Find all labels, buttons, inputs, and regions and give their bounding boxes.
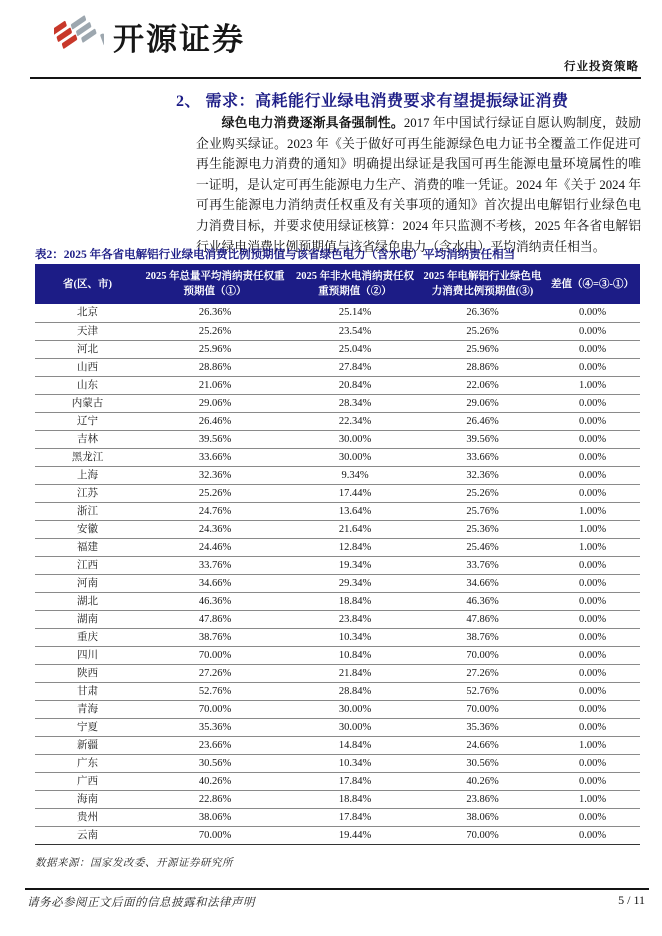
table-row bbox=[35, 304, 640, 322]
table-row bbox=[35, 682, 640, 700]
difference-cell: 1.00% bbox=[545, 520, 640, 538]
difference-cell: 0.00% bbox=[545, 700, 640, 718]
total-weight-cell: 26.46% bbox=[140, 412, 290, 430]
aluminum-ratio-cell: 33.66% bbox=[420, 448, 545, 466]
nonhydro-weight-cell: 21.84% bbox=[290, 664, 420, 682]
table-row bbox=[35, 808, 640, 826]
aluminum-ratio-cell: 47.86% bbox=[420, 610, 545, 628]
table-row bbox=[35, 628, 640, 646]
province-cell: 黑龙江 bbox=[35, 448, 140, 466]
total-weight-cell: 38.76% bbox=[140, 628, 290, 646]
report-category-label: 行业投资策略 bbox=[564, 61, 639, 73]
nonhydro-weight-cell: 19.44% bbox=[290, 826, 420, 844]
nonhydro-weight-cell: 22.34% bbox=[290, 412, 420, 430]
nonhydro-weight-cell: 18.84% bbox=[290, 592, 420, 610]
kaiyuan-logo-icon bbox=[54, 13, 104, 59]
column-header-total-weight: 2025 年总量平均消纳责任权重预期值（①） bbox=[140, 264, 290, 304]
header-divider bbox=[30, 77, 641, 79]
province-cell: 广西 bbox=[35, 772, 140, 790]
nonhydro-weight-cell: 30.00% bbox=[290, 700, 420, 718]
paragraph-lead: 绿色电力消费逐渐具备强制性。 bbox=[221, 116, 404, 130]
table-row bbox=[35, 610, 640, 628]
table-row bbox=[35, 322, 640, 340]
difference-cell: 0.00% bbox=[545, 394, 640, 412]
nonhydro-weight-cell: 25.14% bbox=[290, 304, 420, 322]
province-cell: 辽宁 bbox=[35, 412, 140, 430]
total-weight-cell: 35.36% bbox=[140, 718, 290, 736]
difference-cell: 1.00% bbox=[545, 502, 640, 520]
aluminum-ratio-cell: 25.26% bbox=[420, 484, 545, 502]
province-cell: 甘肃 bbox=[35, 682, 140, 700]
aluminum-ratio-cell: 34.66% bbox=[420, 574, 545, 592]
table-row bbox=[35, 736, 640, 754]
total-weight-cell: 33.66% bbox=[140, 448, 290, 466]
difference-cell: 0.00% bbox=[545, 808, 640, 826]
total-weight-cell: 33.76% bbox=[140, 556, 290, 574]
difference-cell: 1.00% bbox=[545, 790, 640, 808]
province-cell: 河北 bbox=[35, 340, 140, 358]
aluminum-ratio-cell: 28.86% bbox=[420, 358, 545, 376]
total-weight-cell: 38.06% bbox=[140, 808, 290, 826]
column-header-difference: 差值（④=③-①） bbox=[545, 264, 640, 304]
province-cell: 天津 bbox=[35, 322, 140, 340]
province-cell: 云南 bbox=[35, 826, 140, 844]
aluminum-ratio-cell: 38.06% bbox=[420, 808, 545, 826]
total-weight-cell: 40.26% bbox=[140, 772, 290, 790]
total-weight-cell: 70.00% bbox=[140, 700, 290, 718]
total-weight-cell: 27.26% bbox=[140, 664, 290, 682]
province-cell: 吉林 bbox=[35, 430, 140, 448]
difference-cell: 0.00% bbox=[545, 304, 640, 322]
table-body bbox=[35, 304, 640, 844]
total-weight-cell: 30.56% bbox=[140, 754, 290, 772]
footer-disclaimer: 请务必参阅正文后面的信息披露和法律声明 bbox=[27, 897, 255, 909]
nonhydro-weight-cell: 17.44% bbox=[290, 484, 420, 502]
nonhydro-weight-cell: 18.84% bbox=[290, 790, 420, 808]
table-caption: 表2：2025 年各省电解铝行业绿电消费比例预期值与该省绿色电力（含水电）平均消纳责任相当 bbox=[35, 249, 516, 261]
province-cell: 湖北 bbox=[35, 592, 140, 610]
nonhydro-weight-cell: 10.84% bbox=[290, 646, 420, 664]
aluminum-ratio-cell: 23.86% bbox=[420, 790, 545, 808]
difference-cell: 0.00% bbox=[545, 718, 640, 736]
nonhydro-weight-cell: 28.84% bbox=[290, 682, 420, 700]
table-row bbox=[35, 394, 640, 412]
difference-cell: 0.00% bbox=[545, 754, 640, 772]
table-row bbox=[35, 574, 640, 592]
province-cell: 贵州 bbox=[35, 808, 140, 826]
nonhydro-weight-cell: 10.34% bbox=[290, 754, 420, 772]
total-weight-cell: 24.36% bbox=[140, 520, 290, 538]
difference-cell: 0.00% bbox=[545, 322, 640, 340]
total-weight-cell: 70.00% bbox=[140, 826, 290, 844]
nonhydro-weight-cell: 9.34% bbox=[290, 466, 420, 484]
province-cell: 河南 bbox=[35, 574, 140, 592]
nonhydro-weight-cell: 23.84% bbox=[290, 610, 420, 628]
province-cell: 青海 bbox=[35, 700, 140, 718]
total-weight-cell: 25.26% bbox=[140, 484, 290, 502]
province-cell: 浙江 bbox=[35, 502, 140, 520]
aluminum-ratio-cell: 46.36% bbox=[420, 592, 545, 610]
paragraph-body: 2017 年中国试行绿证自愿认购制度，鼓励企业购买绿证。2023 年《关于做好可再生能源绿色电力证书全覆盖工作促进可再生能源电力消费的通知》明确提出绿证是我国可再生能源电量环境属性的唯一证明，是认定可再生能源电力生产、消费的唯一凭证。2024 年《关于 2024 年可再生能源电力消纳责任权重及有关事项的通知》首次提出电解铝行业绿色电力消费目标，并要求使用绿证核算：2024 年只监测不考核，2025 年各省电解铝行业绿电消费比例预期值与该省绿色电力（含水电）平均消纳责任相当。 bbox=[196, 116, 642, 254]
province-cell: 江西 bbox=[35, 556, 140, 574]
province-cell: 山西 bbox=[35, 358, 140, 376]
aluminum-ratio-cell: 35.36% bbox=[420, 718, 545, 736]
nonhydro-weight-cell: 27.84% bbox=[290, 358, 420, 376]
nonhydro-weight-cell: 10.34% bbox=[290, 628, 420, 646]
difference-cell: 0.00% bbox=[545, 682, 640, 700]
nonhydro-weight-cell: 25.04% bbox=[290, 340, 420, 358]
aluminum-ratio-cell: 33.76% bbox=[420, 556, 545, 574]
aluminum-ratio-cell: 27.26% bbox=[420, 664, 545, 682]
table-row bbox=[35, 340, 640, 358]
difference-cell: 1.00% bbox=[545, 538, 640, 556]
aluminum-ratio-cell: 25.36% bbox=[420, 520, 545, 538]
total-weight-cell: 24.76% bbox=[140, 502, 290, 520]
province-cell: 湖南 bbox=[35, 610, 140, 628]
table-row bbox=[35, 826, 640, 844]
difference-cell: 0.00% bbox=[545, 412, 640, 430]
table-row bbox=[35, 538, 640, 556]
column-header-aluminum-ratio: 2025 年电解铝行业绿色电力消费比例预期值(③) bbox=[420, 264, 545, 304]
difference-cell: 0.00% bbox=[545, 646, 640, 664]
aluminum-ratio-cell: 25.96% bbox=[420, 340, 545, 358]
difference-cell: 0.00% bbox=[545, 556, 640, 574]
province-cell: 安徽 bbox=[35, 520, 140, 538]
table-container bbox=[35, 264, 640, 845]
total-weight-cell: 39.56% bbox=[140, 430, 290, 448]
aluminum-ratio-cell: 40.26% bbox=[420, 772, 545, 790]
aluminum-ratio-cell: 25.76% bbox=[420, 502, 545, 520]
table-row bbox=[35, 466, 640, 484]
province-cell: 新疆 bbox=[35, 736, 140, 754]
page-number: 5 / 11 bbox=[618, 893, 645, 907]
province-cell: 北京 bbox=[35, 304, 140, 322]
aluminum-ratio-cell: 38.76% bbox=[420, 628, 545, 646]
aluminum-ratio-cell: 70.00% bbox=[420, 646, 545, 664]
difference-cell: 0.00% bbox=[545, 772, 640, 790]
province-cell: 福建 bbox=[35, 538, 140, 556]
difference-cell: 0.00% bbox=[545, 574, 640, 592]
total-weight-cell: 28.86% bbox=[140, 358, 290, 376]
difference-cell: 1.00% bbox=[545, 736, 640, 754]
difference-cell: 0.00% bbox=[545, 628, 640, 646]
difference-cell: 0.00% bbox=[545, 340, 640, 358]
province-cell: 陕西 bbox=[35, 664, 140, 682]
difference-cell: 0.00% bbox=[545, 592, 640, 610]
nonhydro-weight-cell: 14.84% bbox=[290, 736, 420, 754]
column-header-province: 省(区、市) bbox=[35, 264, 140, 304]
aluminum-ratio-cell: 26.46% bbox=[420, 412, 545, 430]
table-row bbox=[35, 358, 640, 376]
brand-name: 开源证券 bbox=[113, 21, 245, 57]
difference-cell: 0.00% bbox=[545, 466, 640, 484]
province-cell: 江苏 bbox=[35, 484, 140, 502]
nonhydro-weight-cell: 12.84% bbox=[290, 538, 420, 556]
province-cell: 内蒙古 bbox=[35, 394, 140, 412]
table-row bbox=[35, 520, 640, 538]
total-weight-cell: 24.46% bbox=[140, 538, 290, 556]
nonhydro-weight-cell: 13.64% bbox=[290, 502, 420, 520]
aluminum-ratio-cell: 22.06% bbox=[420, 376, 545, 394]
nonhydro-weight-cell: 28.34% bbox=[290, 394, 420, 412]
difference-cell: 0.00% bbox=[545, 826, 640, 844]
nonhydro-weight-cell: 19.34% bbox=[290, 556, 420, 574]
nonhydro-weight-cell: 30.00% bbox=[290, 430, 420, 448]
aluminum-ratio-cell: 25.26% bbox=[420, 322, 545, 340]
province-cell: 上海 bbox=[35, 466, 140, 484]
total-weight-cell: 46.36% bbox=[140, 592, 290, 610]
difference-cell: 0.00% bbox=[545, 448, 640, 466]
total-weight-cell: 23.66% bbox=[140, 736, 290, 754]
total-weight-cell: 70.00% bbox=[140, 646, 290, 664]
difference-cell: 0.00% bbox=[545, 610, 640, 628]
province-cell: 山东 bbox=[35, 376, 140, 394]
table-row bbox=[35, 754, 640, 772]
aluminum-ratio-cell: 70.00% bbox=[420, 826, 545, 844]
table-row bbox=[35, 376, 640, 394]
total-weight-cell: 21.06% bbox=[140, 376, 290, 394]
footer-divider bbox=[25, 888, 649, 890]
table-row bbox=[35, 718, 640, 736]
total-weight-cell: 29.06% bbox=[140, 394, 290, 412]
nonhydro-weight-cell: 17.84% bbox=[290, 772, 420, 790]
nonhydro-weight-cell: 21.64% bbox=[290, 520, 420, 538]
province-green-power-table bbox=[35, 264, 640, 845]
total-weight-cell: 22.86% bbox=[140, 790, 290, 808]
total-weight-cell: 47.86% bbox=[140, 610, 290, 628]
province-cell: 四川 bbox=[35, 646, 140, 664]
table-row bbox=[35, 502, 640, 520]
nonhydro-weight-cell: 29.34% bbox=[290, 574, 420, 592]
nonhydro-weight-cell: 20.84% bbox=[290, 376, 420, 394]
table-row bbox=[35, 700, 640, 718]
total-weight-cell: 32.36% bbox=[140, 466, 290, 484]
column-header-nonhydro-weight: 2025 年非水电消纳责任权重预期值（②） bbox=[290, 264, 420, 304]
province-cell: 宁夏 bbox=[35, 718, 140, 736]
aluminum-ratio-cell: 25.46% bbox=[420, 538, 545, 556]
body-paragraph bbox=[196, 113, 641, 257]
aluminum-ratio-cell: 30.56% bbox=[420, 754, 545, 772]
nonhydro-weight-cell: 17.84% bbox=[290, 808, 420, 826]
total-weight-cell: 25.26% bbox=[140, 322, 290, 340]
table-header-row bbox=[35, 264, 640, 304]
total-weight-cell: 25.96% bbox=[140, 340, 290, 358]
province-cell: 广东 bbox=[35, 754, 140, 772]
aluminum-ratio-cell: 26.36% bbox=[420, 304, 545, 322]
total-weight-cell: 52.76% bbox=[140, 682, 290, 700]
difference-cell: 0.00% bbox=[545, 664, 640, 682]
table-row bbox=[35, 772, 640, 790]
table-row bbox=[35, 430, 640, 448]
difference-cell: 1.00% bbox=[545, 376, 640, 394]
difference-cell: 0.00% bbox=[545, 430, 640, 448]
nonhydro-weight-cell: 23.54% bbox=[290, 322, 420, 340]
province-cell: 重庆 bbox=[35, 628, 140, 646]
data-source-note: 数据来源：国家发改委、开源证券研究所 bbox=[35, 858, 233, 869]
aluminum-ratio-cell: 52.76% bbox=[420, 682, 545, 700]
difference-cell: 0.00% bbox=[545, 484, 640, 502]
table-row bbox=[35, 412, 640, 430]
aluminum-ratio-cell: 32.36% bbox=[420, 466, 545, 484]
nonhydro-weight-cell: 30.00% bbox=[290, 718, 420, 736]
nonhydro-weight-cell: 30.00% bbox=[290, 448, 420, 466]
aluminum-ratio-cell: 24.66% bbox=[420, 736, 545, 754]
aluminum-ratio-cell: 29.06% bbox=[420, 394, 545, 412]
brand-logo bbox=[54, 13, 245, 59]
difference-cell: 0.00% bbox=[545, 358, 640, 376]
table-row bbox=[35, 664, 640, 682]
table-row bbox=[35, 448, 640, 466]
table-row bbox=[35, 790, 640, 808]
table-row bbox=[35, 592, 640, 610]
table-row bbox=[35, 484, 640, 502]
total-weight-cell: 34.66% bbox=[140, 574, 290, 592]
aluminum-ratio-cell: 39.56% bbox=[420, 430, 545, 448]
province-cell: 海南 bbox=[35, 790, 140, 808]
total-weight-cell: 26.36% bbox=[140, 304, 290, 322]
aluminum-ratio-cell: 70.00% bbox=[420, 700, 545, 718]
table-row bbox=[35, 556, 640, 574]
section-title: 2、 需求：高耗能行业绿电消费要求有望提振绿证消费 bbox=[176, 93, 569, 110]
table-row bbox=[35, 646, 640, 664]
